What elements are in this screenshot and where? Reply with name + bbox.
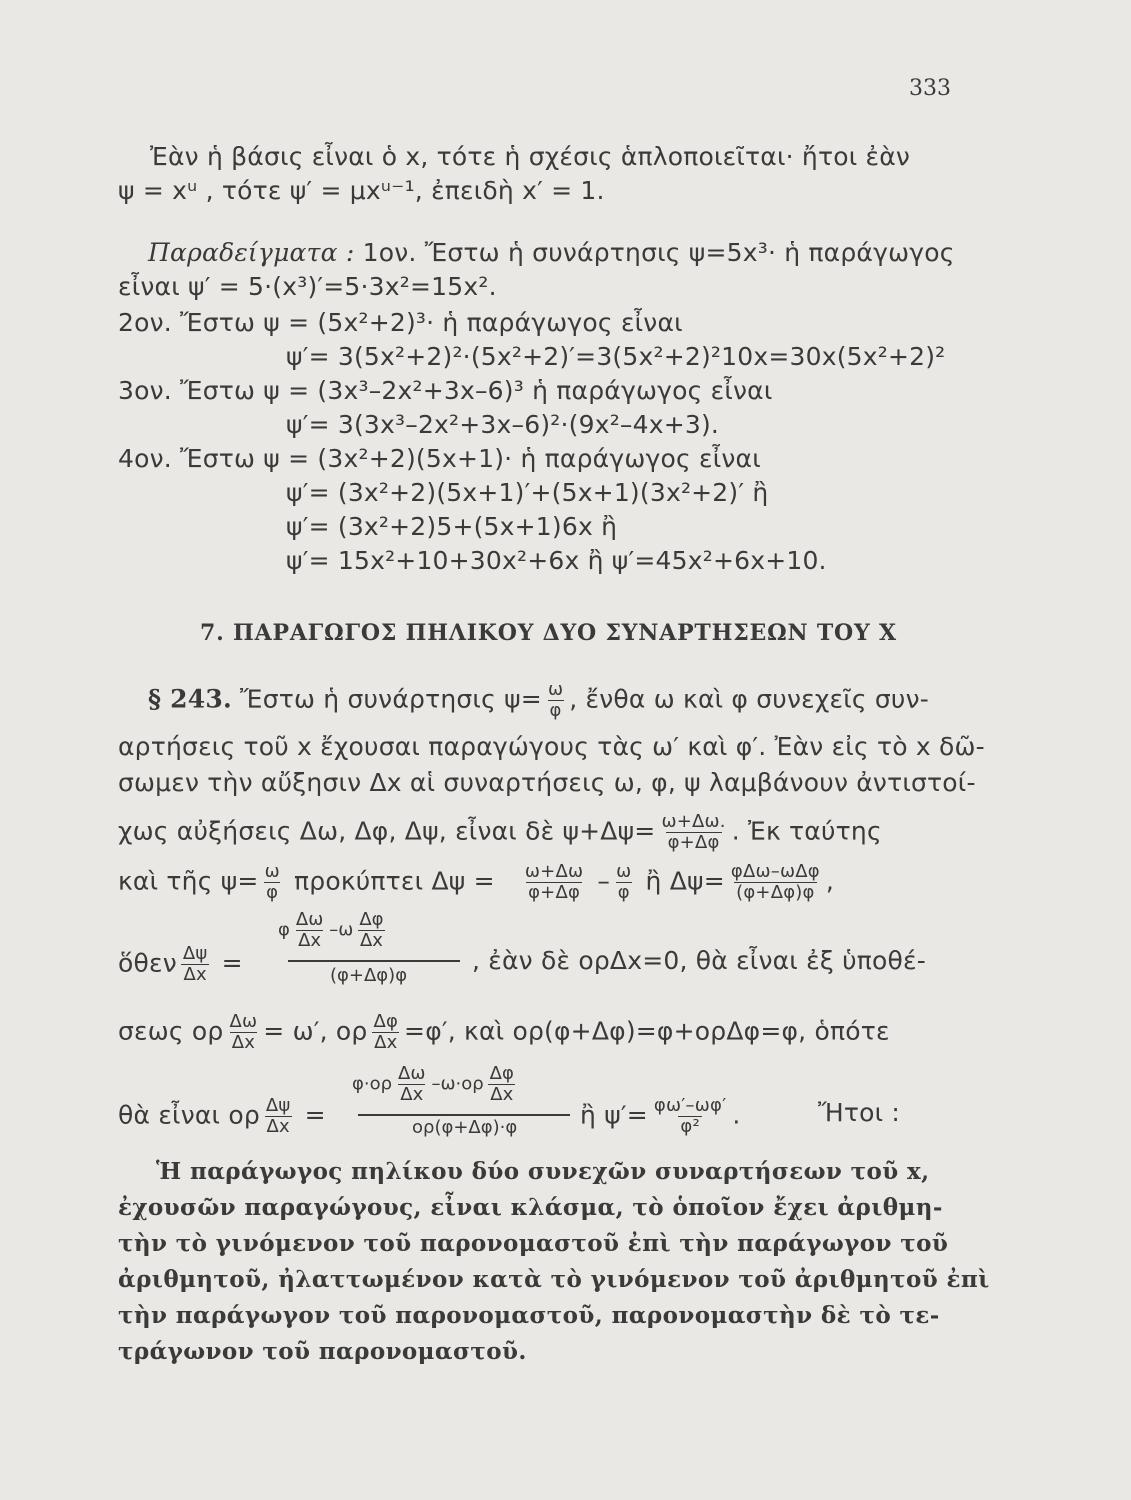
frac-den: φ+Δφ bbox=[528, 882, 581, 903]
frac-num: ω+Δω. bbox=[661, 811, 726, 832]
example-1-line-b: εἶναι ψ′ = 5·(x³)′=5·3x²=15x². bbox=[118, 272, 497, 301]
para243-l5d: ἢ Δψ= bbox=[645, 866, 725, 896]
frac-den: Δx bbox=[374, 1032, 398, 1053]
para243-l5a: καὶ τῆς ψ= bbox=[118, 866, 259, 896]
phi-lim: φ·ορ bbox=[352, 1073, 393, 1095]
para243-l7a: σεως ορ bbox=[118, 1016, 224, 1046]
phi-factor: φ bbox=[278, 919, 290, 941]
frac-num: Δω bbox=[229, 1011, 258, 1032]
frac-num: Δφ bbox=[359, 909, 384, 930]
fraction-domega-dx-2 bbox=[227, 1012, 259, 1053]
frac-num: Δω bbox=[398, 1063, 426, 1084]
example-3-line-a: 3ον. Ἔστω ψ = (3x³–2x²+3x–6)³ ἡ παράγωγος εἶναι bbox=[118, 376, 773, 405]
example-2-line-b: ψ′= 3(5x²+2)²·(5x²+2)′=3(5x²+2)²10x=30x(5x²+2)² bbox=[286, 342, 946, 371]
comma: , bbox=[825, 866, 834, 896]
para243-l1a: Ἔστω ἡ συνάρτησις ψ= bbox=[240, 684, 542, 714]
fraction-2 bbox=[523, 862, 585, 903]
para243-l6a: ὅθεν bbox=[118, 948, 177, 978]
frac-den: φ bbox=[617, 882, 630, 903]
theorem-line-2: ἐχουσῶν παραγώγους, εἶναι κλάσμα, τὸ ὁποῖον ἔχει ἀριθμη- bbox=[118, 1194, 943, 1221]
equals-sign: = bbox=[304, 1100, 326, 1130]
fraction-dphi-dx-3 bbox=[488, 1064, 516, 1105]
frac-den: (φ+Δφ)φ bbox=[736, 882, 815, 903]
section-sign: § 243. bbox=[148, 684, 232, 714]
period: . bbox=[732, 1100, 741, 1130]
fraction-3 bbox=[614, 862, 633, 903]
fraction-4 bbox=[729, 862, 822, 903]
example-1-line-a bbox=[148, 236, 955, 270]
frac-num: Δφ bbox=[373, 1011, 399, 1032]
frac-den: Δx bbox=[400, 1084, 424, 1105]
para243-line-1 bbox=[148, 680, 929, 721]
fraction-domega-dx bbox=[294, 910, 325, 951]
frac-den: φ² bbox=[680, 1116, 700, 1137]
frac-num: Δψ bbox=[265, 1095, 291, 1116]
frac-den: φ bbox=[549, 700, 562, 721]
frac-num: ω bbox=[616, 861, 632, 882]
frac-den: Δx bbox=[359, 930, 383, 951]
compound-numerator-2 bbox=[352, 1064, 520, 1105]
frac-den: Δx bbox=[183, 964, 207, 985]
frac-num: ω+Δω bbox=[524, 861, 584, 882]
fraction-lhs bbox=[181, 944, 210, 985]
frac-den: Δx bbox=[266, 1116, 290, 1137]
para243-l8b: ἢ ψ′= bbox=[580, 1100, 648, 1130]
frac-den: φ+Δφ bbox=[667, 832, 720, 853]
section-heading: 7. ΠΑΡΑΓΩΓΟΣ ΠΗΛΙΚΟΥ ΔΥΟ ΣΥΝΑΡΤΗΣΕΩΝ ΤΟΥ Χ bbox=[200, 620, 897, 646]
theorem-line-1: Ἡ παράγωγος πηλίκου δύο συνεχῶν συναρτήσεων τοῦ x, bbox=[156, 1158, 930, 1185]
para243-l5b: προκύπτει Δψ = bbox=[294, 866, 495, 896]
minus-omega: –ω bbox=[329, 919, 354, 941]
fraction-omega-phi bbox=[546, 680, 565, 721]
theorem-line-6: τράγωνον τοῦ παρονομαστοῦ. bbox=[118, 1338, 527, 1365]
frac-num: Δψ bbox=[182, 943, 208, 964]
examples-label: Παραδείγματα : bbox=[148, 238, 355, 267]
fraction-dphi-dx bbox=[357, 910, 385, 951]
frac-den: Δx bbox=[298, 930, 322, 951]
frac-num: Δφ bbox=[489, 1063, 514, 1084]
frac-num: ω bbox=[264, 861, 280, 882]
para243-l4a: χως αὐξήσεις Δω, Δφ, Δψ, εἶναι δὲ ψ+Δψ= bbox=[118, 816, 656, 846]
example-1-text: 1ον. Ἔστω ἡ συνάρτησις ψ=5x³· ἡ παράγωγος bbox=[362, 238, 955, 267]
compound-denominator-2: ορ(φ+Δφ)·φ bbox=[412, 1117, 518, 1138]
fraction-lhs-2 bbox=[264, 1096, 293, 1137]
frac-num: φΔω–ωΔφ bbox=[730, 861, 820, 882]
para243-line-8c: Ἤτοι : bbox=[818, 1098, 901, 1127]
fraction-domega-dx-3 bbox=[396, 1064, 427, 1105]
example-2-line-a: 2ον. Ἔστω ψ = (5x²+2)³· ἡ παράγωγος εἶναι bbox=[118, 308, 683, 337]
intro-line-1: Ἐὰν ἡ βάσις εἶναι ὁ x, τότε ἡ σχέσις ἁπλοποιεῖται· ἤτοι ἐὰν bbox=[150, 142, 911, 171]
example-4-line-a: 4ον. Ἔστω ψ = (3x²+2)(5x+1)· ἡ παράγωγος εἶναι bbox=[118, 444, 761, 473]
theorem-line-4: ἀριθμητοῦ, ἠλαττωμένον κατὰ τὸ γινόμενον τοῦ ἀριθμητοῦ ἐπὶ bbox=[118, 1266, 990, 1293]
para243-line-2: αρτήσεις τοῦ x ἔχουσαι παραγώγους τὰς ω′ καὶ φ′. Ἐὰν εἰς τὸ x δῶ- bbox=[118, 732, 985, 761]
para243-line-6b: , ἐὰν δὲ ορΔx=0, θὰ εἶναι ἐξ ὑποθέ- bbox=[472, 946, 926, 975]
para243-l8a: θὰ εἶναι ορ bbox=[118, 1100, 260, 1130]
frac-den: φ bbox=[266, 882, 279, 903]
fraction-bar-1 bbox=[288, 960, 460, 962]
intro-line-2: ψ = xᵘ , τότε ψ′ = μxᵘ⁻¹, ἐπειδὴ x′ = 1. bbox=[118, 176, 605, 205]
page-number: 333 bbox=[909, 76, 951, 101]
equals-sign: = bbox=[221, 948, 243, 978]
fraction-dphi-dx-2 bbox=[371, 1012, 400, 1053]
para243-l7b: = ω′, ορ bbox=[263, 1016, 368, 1046]
frac-num: ω bbox=[547, 679, 564, 700]
para243-l4b: . Ἐκ ταύτης bbox=[731, 816, 882, 846]
example-4-line-b: ψ′= (3x²+2)(5x+1)′+(5x+1)(3x²+2)′ ἢ bbox=[286, 478, 769, 507]
example-4-line-c: ψ′= (3x²+2)5+(5x+1)6x ἢ bbox=[286, 512, 618, 541]
theorem-line-3: τὴν τὸ γινόμενον τοῦ παρονομαστοῦ ἐπὶ τὴν παράγωγον τοῦ bbox=[118, 1230, 949, 1257]
fraction-result bbox=[652, 1096, 728, 1137]
para243-line-7 bbox=[118, 1012, 890, 1053]
omega-lim: –ω·ορ bbox=[431, 1073, 484, 1095]
fraction-1 bbox=[263, 862, 282, 903]
para243-line-3: σωμεν τὴν αὔξησιν Δx αἱ συναρτήσεις ω, φ, ψ λαμβάνουν ἀντιστοί- bbox=[118, 768, 976, 797]
para243-line-6a bbox=[118, 944, 243, 985]
example-4-line-d: ψ′= 15x²+10+30x²+6x ἢ ψ′=45x²+6x+10. bbox=[286, 546, 827, 575]
minus-sign: – bbox=[597, 866, 611, 896]
frac-den: Δx bbox=[490, 1084, 514, 1105]
para243-l7c: =φ′, καὶ ορ(φ+Δφ)=φ+ορΔφ=φ, ὁπότε bbox=[404, 1016, 890, 1046]
frac-num: Δω bbox=[295, 909, 324, 930]
fraction-psi-increment bbox=[659, 812, 727, 853]
para243-line-5 bbox=[118, 862, 834, 903]
para243-line-8a bbox=[118, 1096, 326, 1137]
para243-line-4 bbox=[118, 812, 882, 853]
fraction-bar-2 bbox=[358, 1114, 570, 1116]
frac-num: φω′–ωφ′ bbox=[653, 1095, 727, 1116]
example-3-line-b: ψ′= 3(3x³–2x²+3x–6)²·(9x²–4x+3). bbox=[286, 410, 720, 439]
frac-den: Δx bbox=[231, 1032, 256, 1053]
compound-denominator-1: (φ+Δφ)φ bbox=[330, 965, 408, 986]
compound-numerator-1 bbox=[278, 910, 390, 951]
theorem-line-5: τὴν παράγωγον τοῦ παρονομαστοῦ, παρονομαστὴν δὲ τὸ τε- bbox=[118, 1302, 940, 1329]
para243-line-8b bbox=[580, 1096, 741, 1137]
para243-l1b: , ἔνθα ω καὶ φ συνεχεῖς συν- bbox=[569, 684, 929, 714]
